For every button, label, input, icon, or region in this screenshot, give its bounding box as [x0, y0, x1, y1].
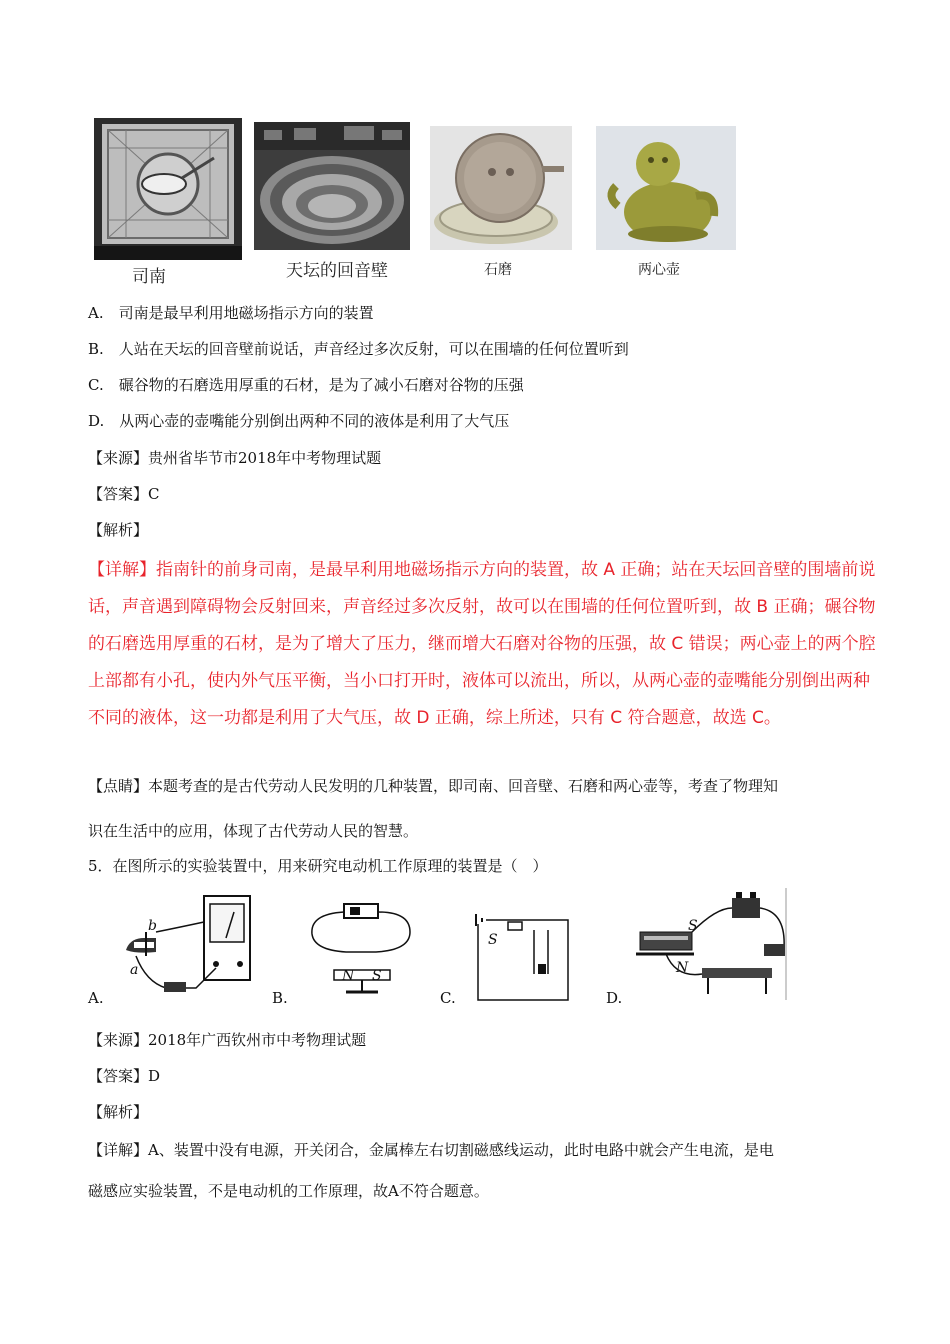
caption-sinan: 司南 — [132, 267, 166, 287]
q4-comment-line: 识在生活中的应用，体现了古代劳动人民的智慧。 — [88, 822, 419, 840]
q4-option-b: B. 人站在天坛的回音壁前说话，声音经过多次反射，可以在围墙的任何位置听到 — [88, 340, 629, 358]
diagram-d-label-n: N — [676, 960, 689, 976]
q4-detail-line: 【详解】指南针的前身司南，是最早利用地磁场指示方向的装置，故 A 正确；站在天坛回音壁的围墙前说 — [88, 560, 876, 580]
q4-detail-line: 话，声音遇到障碍物会反射回来，声音经过多次反射，故可以在围墙的任何位置听到，故 B 正确；碾谷物 — [88, 597, 876, 617]
q5-detail-line: 磁感应实验装置，不是电动机的工作原理，故A不符合题意。 — [88, 1182, 489, 1200]
q4-detail-line: 上部都有小孔，使内外气压平衡，当小口打开时，液体可以流出，所以，从两心壶的壶嘴能分别倒出两种 — [88, 671, 870, 691]
diagram-d — [636, 888, 790, 1000]
diagram-a-label-b: b — [148, 918, 157, 934]
caption-two-heart-pot: 两心壶 — [638, 262, 680, 278]
q5-detail-line: 【详解】A、装置中没有电源，开关闭合，金属棒左右切割磁感线运动，此时电路中就会产生电流，是电 — [88, 1141, 774, 1159]
q4-option-d: D. 从两心壶的壶嘴能分别倒出两种不同的液体是利用了大气压 — [88, 412, 510, 430]
caption-echo-wall: 天坛的回音壁 — [286, 261, 388, 281]
q4-detail-line: 不同的液体，这一功都是利用了大气压，故 D 正确，综上所述，只有 C 符合题意，故选 C。 — [88, 708, 781, 728]
diagram-b — [306, 900, 416, 996]
diagram-b-label-s: S — [372, 968, 382, 984]
q5-detail — [88, 1132, 888, 1210]
diagram-a — [116, 892, 256, 1000]
caption-stone-mill: 石磨 — [484, 262, 512, 278]
diagram-b-label-n: N — [342, 968, 355, 984]
q4-source: 【来源】贵州省毕节市2018年中考物理试题 — [88, 449, 382, 467]
q4-option-a: A. 司南是最早利用地磁场指示方向的装置 — [88, 304, 374, 322]
q5-option-c-letter: C. — [440, 989, 456, 1007]
q4-analysis-label: 【解析】 — [88, 521, 149, 539]
q5-source: 【来源】2018年广西钦州市中考物理试题 — [88, 1031, 367, 1049]
photo-sinan — [94, 118, 242, 260]
photo-echo-wall — [254, 122, 410, 250]
photo-stone-mill — [430, 126, 572, 250]
diagram-a-label-a: a — [130, 962, 139, 978]
q5-option-b-letter: B. — [272, 989, 288, 1007]
photo-two-heart-pot — [596, 126, 736, 250]
diagram-c — [474, 906, 574, 1002]
q5-option-a-letter: A. — [88, 989, 104, 1007]
q4-detail — [88, 552, 888, 737]
q5-answer: 【答案】D — [88, 1067, 161, 1085]
q4-detail-line: 的石磨选用厚重的石材，是为了增大了压力，继而增大石磨对谷物的压强，故 C 错误；两心壶上的两个腔 — [88, 634, 876, 654]
q5-stem: 5．在图所示的实验装置中，用来研究电动机工作原理的装置是（ ） — [88, 857, 548, 875]
diagram-c-label-s: S — [488, 932, 498, 948]
q4-comment-line: 【点睛】本题考查的是古代劳动人民发明的几种装置，即司南、回音壁、石磨和两心壶等，考查了物理知 — [88, 777, 779, 795]
diagram-d-label-s: S — [688, 918, 698, 934]
q5-analysis-label: 【解析】 — [88, 1103, 149, 1121]
q4-comment — [88, 768, 888, 850]
q4-option-c: C. 碾谷物的石磨选用厚重的石材，是为了减小石磨对谷物的压强 — [88, 376, 524, 394]
q4-answer: 【答案】C — [88, 485, 160, 503]
q5-option-d-letter: D. — [606, 989, 623, 1007]
